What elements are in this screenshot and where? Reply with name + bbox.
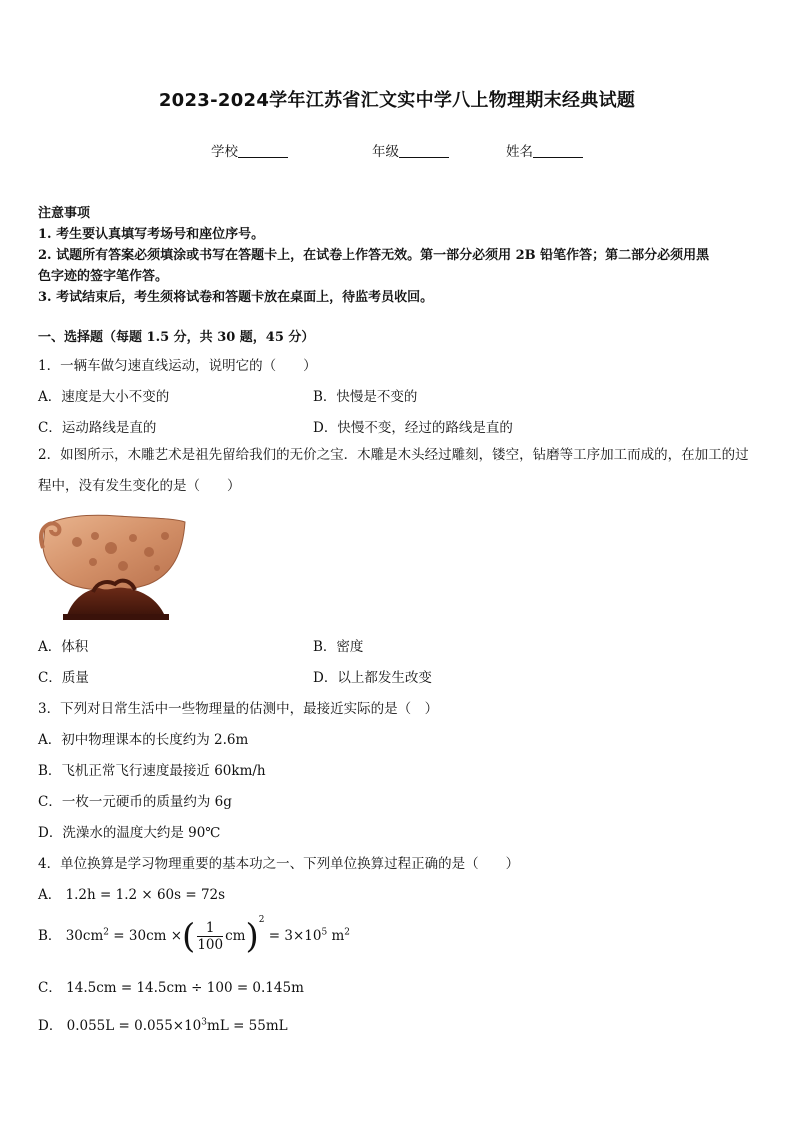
question-3-option-c[interactable]: C．一枚一元硬币的质量约为 6g xyxy=(38,794,232,810)
question-3-stem: 3．下列对日常生活中一些物理量的估测中，最接近实际的是（ ） xyxy=(38,701,439,717)
school-field xyxy=(211,140,288,160)
question-2-option-a[interactable]: A．体积 xyxy=(38,639,89,655)
name-field xyxy=(506,140,583,160)
question-1-stem: 1．一辆车做匀速直线运动，说明它的（ ） xyxy=(38,358,317,374)
notes-heading: 注意事项 xyxy=(38,206,91,221)
grade-label: 年级 xyxy=(372,144,399,160)
notes-item: 3. 考试结束后，考生须将试卷和答题卡放在桌面上，待监考员收回。 xyxy=(38,290,434,305)
question-4-option-c[interactable] xyxy=(38,976,304,996)
question-4-stem: 4．单位换算是学习物理重要的基本功之一、下列单位换算过程正确的是（ ） xyxy=(38,856,520,872)
option-d-expression xyxy=(67,1018,288,1034)
option-c-expression: 14.5cm = 14.5cm ÷ 100 = 0.145m xyxy=(66,980,304,996)
fraction-unit: cm xyxy=(225,928,246,944)
school-blank[interactable] xyxy=(238,143,288,158)
expr-mid: = 30cm × xyxy=(109,928,183,944)
grade-blank[interactable] xyxy=(399,143,449,158)
question-1-option-b[interactable]: B．快慢是不变的 xyxy=(313,389,418,405)
question-3-option-a[interactable]: A．初中物理课本的长度约为 2.6m xyxy=(38,732,249,748)
fraction-numerator: 1 xyxy=(197,920,223,937)
wood-carving-image xyxy=(37,512,187,622)
fraction xyxy=(197,920,223,953)
question-2-stem: 2．如图所示，木雕艺术是祖先留给我们的无价之宝．木雕是木头经过雕刻，镂空，钻磨等工序加工而成的，在加工的过程中，没有发生变化的是（ ） xyxy=(38,447,749,494)
option-b-expression: $30cm^2 = 30cm$ ×( $\frac{1}{100}$ $cm)^2 = 3\times 10^5$ $m^2$ xyxy=(65,915,351,957)
notes-item: 2. 试题所有答案必须填涂或书写在答题卡上，在试卷上作答无效。第一部分必须用 2B 铅笔作答；第二部分必须用黑 xyxy=(38,248,710,263)
notes-item: 色字迹的签字笔作答。 xyxy=(38,269,169,284)
option-a-expression: 1.2h = 1.2 × 60s = 72s xyxy=(65,887,226,903)
expr-tail: m xyxy=(327,928,345,944)
question-2-option-c[interactable]: C．质量 xyxy=(38,670,89,686)
option-label: B． xyxy=(38,928,62,944)
name-blank[interactable] xyxy=(533,143,583,158)
option-label: C． xyxy=(38,980,62,996)
expr-left: 30cm xyxy=(65,928,104,944)
question-2-option-d[interactable]: D．以上都发生改变 xyxy=(313,670,432,686)
wood-carving-illustration xyxy=(37,512,187,622)
notes-item: 1. 考生要认真填写考场号和座位序号。 xyxy=(38,227,265,242)
fraction-denominator: 100 xyxy=(197,937,224,953)
school-label: 学校 xyxy=(211,144,238,160)
notes-block xyxy=(38,203,760,308)
option-label: A． xyxy=(38,887,62,903)
grade-field xyxy=(372,140,449,160)
question-4-option-b[interactable] xyxy=(38,915,351,957)
question-1-option-c[interactable]: C．运动路线是直的 xyxy=(38,420,157,436)
question-1-option-a[interactable]: A．速度是大小不变的 xyxy=(38,389,170,405)
page-title: 2023-2024学年江苏省汇文实中学八上物理期末经典试题 xyxy=(158,90,636,111)
expr-right: = 3×10 xyxy=(264,928,322,944)
question-4-option-d[interactable] xyxy=(38,1014,288,1034)
expr-exponent: 5 xyxy=(321,927,328,938)
name-label: 姓名 xyxy=(506,144,533,160)
question-3-option-b[interactable]: B．飞机正常飞行速度最接近 60km/h xyxy=(38,763,266,779)
expr-part-a: 0.055L = 0.055×10 xyxy=(66,1018,202,1034)
expr-exponent: 3 xyxy=(201,1017,208,1028)
question-1-option-d[interactable]: D．快慢不变，经过的路线是直的 xyxy=(313,420,513,436)
question-4-option-a[interactable] xyxy=(38,883,225,903)
question-3-option-d[interactable]: D．洗澡水的温度大约是 90℃ xyxy=(38,825,221,841)
question-2-option-b[interactable]: B．密度 xyxy=(313,639,364,655)
option-label: D． xyxy=(38,1018,63,1034)
expr-part-b: mL = 55mL xyxy=(207,1018,288,1034)
student-info-row xyxy=(0,140,794,162)
section-heading: 一、选择题（每题 1.5 分，共 30 题，45 分） xyxy=(38,330,315,345)
